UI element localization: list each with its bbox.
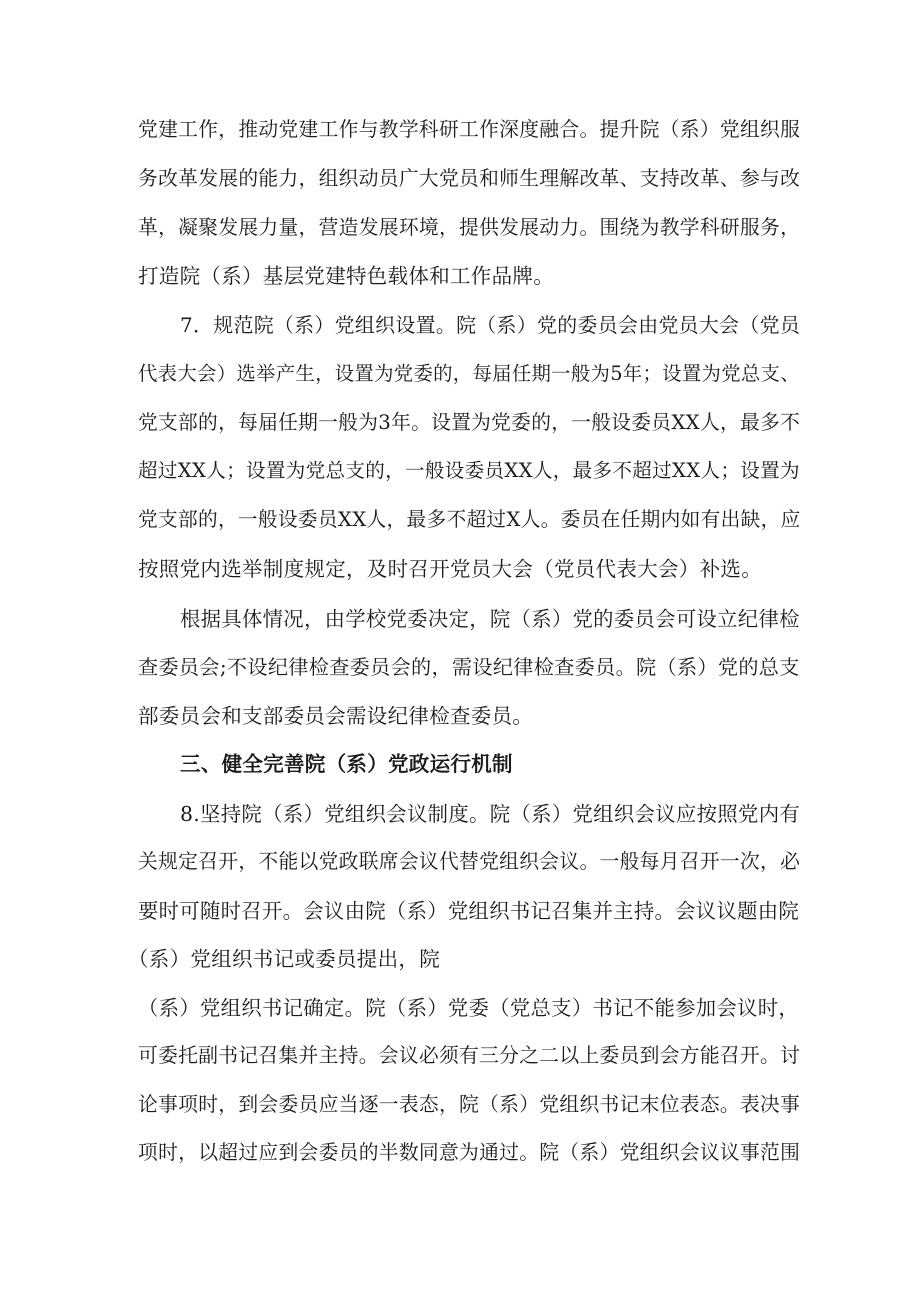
- paragraph-line: 部委员会和支部委员会需设纪律检查委员。: [138, 704, 534, 728]
- paragraph-line: 按照党内选举制度规定，及时召开党员大会（党员代表大会）补选。: [138, 557, 762, 581]
- paragraph-line: （系）党组织书记确定。院（系）党委（党总支）书记不能参加会议时，: [138, 996, 800, 1020]
- paragraph-line: 党建工作，推动党建工作与教学科研工作深度融合。提升院（系）党组织服: [138, 118, 801, 141]
- paragraph-line: （系）党组织书记或委员提出，院: [128, 947, 440, 971]
- paragraph-line: 务改革发展的能力，组织动员广大党员和师生理解改革、支持改革、参与改: [138, 167, 801, 190]
- paragraph-line: 关规定召开，不能以党政联席会议代替党组织会议。一般每月召开一次，必: [138, 850, 801, 873]
- paragraph-line: 可委托副书记召集并主持。会议必须有三分之二以上委员到会方能召开。讨: [138, 1044, 801, 1067]
- paragraph-line: 项时，以超过应到会委员的半数同意为通过。院（系）党组织会议议事范围: [138, 1141, 801, 1164]
- paragraph-line: 代表大会）选举产生，设置为党委的，每届任期一般为5年；设置为党总支、: [138, 362, 800, 385]
- section-heading: 三、健全完善院（系）党政运行机制: [180, 752, 513, 776]
- paragraph-line: 革，凝聚发展力量，营造发展环境，提供发展动力。围绕为教学科研服务，: [138, 216, 801, 239]
- paragraph-line: 党支部的，一般设委员XX人，最多不超过X人。委员在任期内如有出缺，应: [138, 508, 801, 531]
- paragraph-line: 7．规范院（系）党组织设置。院（系）党的委员会由党员大会（党员: [180, 313, 801, 337]
- paragraph-line: 论事项时，到会委员应当逐一表态，院（系）党组织书记末位表态。表决事: [138, 1093, 801, 1116]
- paragraph-line: 要时可随时召开。会议由院（系）党组织书记召集并主持。会议议题由院: [138, 899, 800, 923]
- paragraph-line: 根据具体情况，由学校党委决定，院（系）党的委员会可设立纪律检: [180, 607, 800, 631]
- paragraph-line: 8.坚持院（系）党组织会议制度。院（系）党组织会议应按照党内有: [180, 802, 801, 826]
- paragraph-line: 打造院（系）基层党建特色载体和工作品牌。: [138, 264, 554, 288]
- paragraph-line: 查委员会;不设纪律检查委员会的，需设纪律检查委员。院（系）党的总支: [138, 655, 800, 679]
- paragraph-line: 党支部的，每届任期一般为3年。设置为党委的，一般设委员XX人，最多不: [138, 411, 801, 434]
- paragraph-line: 超过XX人；设置为党总支的，一般设委员XX人，最多不超过XX人；设置为: [138, 459, 800, 482]
